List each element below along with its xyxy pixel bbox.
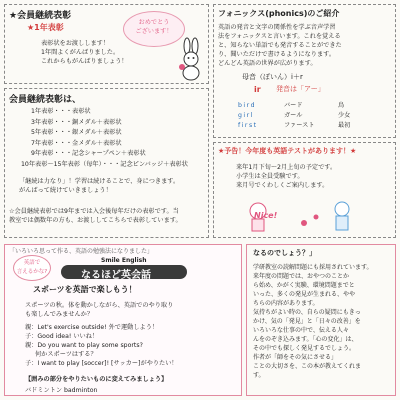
award-subtitle: ★1年表彰	[27, 23, 64, 32]
phonics-word-en: girl	[238, 112, 254, 119]
english-header-small: Smile English	[101, 257, 147, 264]
reading-line: 来年度の問題では、おやつのことか	[253, 273, 350, 280]
reading-line: いった、多くの発見が生まれる、やや	[253, 291, 356, 298]
reading-line: ことの大切さを、この本が教えてくれま	[253, 363, 362, 370]
english-instruction: 【囲みの部分をやりたいものに変えてみましょう】	[25, 376, 168, 383]
award-note-line: 「継続は力なり」！学習は続けることで、身につきます。	[19, 178, 180, 185]
dialog-text: I want to play [soccer]! [サッカー]がやりたい！	[37, 360, 178, 367]
reading-question: なるのでしょう？」	[253, 249, 316, 257]
english-section	[4, 244, 242, 396]
award-note-line: がんばって続けていきましょう！	[19, 187, 112, 194]
phonics-line: り、聞いただけで書けるようになります。	[218, 51, 336, 58]
english-badge-line: 言えるかな?	[16, 269, 48, 275]
phonics-word-row	[238, 111, 388, 121]
award-list-item: 1年表彰・・・表彰状	[31, 108, 91, 115]
reading-line: その中でも探しく発見するでしょう。	[253, 345, 355, 352]
test-notice-lines	[236, 163, 336, 190]
dialog-speaker: 親	[25, 342, 32, 349]
congrats-line-1: おめでとう	[138, 19, 170, 26]
reading-line: す。	[253, 372, 265, 379]
dialog-text: 何かスポーツはする？	[35, 351, 97, 358]
reading-line: 作者が「師をその気にさせる」	[253, 354, 338, 361]
english-top-banner: 「いろいろ思って作る、英語の勉強法になりました」	[9, 248, 154, 255]
phonics-word-ja: バード	[284, 102, 303, 109]
english-last-line: バドミントン badminton	[25, 387, 98, 394]
reading-paragraph	[253, 263, 373, 380]
phonics-word-meaning: 少女	[338, 112, 351, 119]
congrats-line-2: ございます！	[135, 28, 173, 35]
phonics-paragraph	[218, 23, 342, 68]
english-badge	[13, 255, 51, 281]
award-footer	[9, 207, 182, 225]
award-list-item: 10年表彰〜15年表彰（毎年）・・・記念ピンバッジ＋表彰状	[21, 160, 188, 168]
english-intro-line: も楽しんでみませんか？	[25, 311, 94, 318]
phonics-title: フォニックス(phonics)のご紹介	[218, 9, 340, 18]
dialog-text: Let's exercise outside! 外で運動しよう！	[37, 324, 159, 331]
dialog-line	[25, 350, 178, 359]
dialog-text: Good idea! いいね！	[37, 333, 99, 340]
dialog-line: 親：Do you want to play some sports?	[25, 342, 143, 349]
test-notice-section	[213, 142, 396, 238]
phonics-line: と、知らない単語でも発音することができた	[218, 42, 342, 49]
reading-line: 学研教室の読解問題にも採用されています。	[253, 264, 373, 271]
reading-line: かけ、気の「発見」と「日々の改善」を	[253, 318, 361, 325]
award-title: ★会員継続表彰	[9, 11, 72, 21]
test-notice-line: 来年1月下旬〜2月上旬の予定です。	[236, 164, 337, 171]
dialog-line: 子：Good idea! いいね！	[25, 333, 99, 340]
award-line: 表彰状をお渡しします！	[41, 40, 110, 47]
award-section	[4, 4, 209, 84]
test-notice-line: 来月号でくわしくご案内します。	[236, 182, 329, 189]
award-lines	[41, 39, 128, 66]
phonics-example-title: 母音（ぼいん）i＋r	[242, 73, 303, 81]
dialog-line: 親：Let's exercise outside! 外で運動しよう！	[25, 324, 159, 331]
award-list-title: 会員継続表彰は、	[9, 95, 82, 105]
phonics-word-row	[238, 101, 388, 111]
phonics-word-row	[238, 121, 388, 131]
reading-line: ら始め、かがく実験、環境問題までと	[253, 282, 355, 289]
award-list-section	[4, 88, 209, 238]
phonics-word-meaning: 鳥	[338, 102, 345, 109]
reading-line: んをのぞき込みます。「心の変化」は、	[253, 336, 358, 343]
award-line: 1年間よくがんばりました。	[41, 49, 120, 56]
english-intro-line: スポーツの秋。体を動かしながら、英語でのやり取り	[25, 302, 174, 309]
dialog-text: Do you want to play some sports?	[37, 342, 143, 349]
phonics-rule-right: 発音は「アー」	[276, 85, 325, 93]
award-line: これからもがんばりましょう！	[41, 58, 128, 65]
phonics-rule-left: ir	[254, 85, 261, 94]
phonics-line: 法をフォニックスと言います。これを覚える	[218, 33, 341, 40]
phonics-word-en: first	[238, 122, 258, 129]
phonics-word-meaning: 最初	[338, 122, 351, 129]
english-intro	[25, 301, 173, 319]
award-note	[19, 177, 179, 195]
phonics-word-ja: ファースト	[284, 122, 315, 129]
english-badge-line: 英語で	[23, 260, 41, 266]
award-footer-line: 教室では偶数年の方も、お渡ししてこちらで表彰しています。	[9, 217, 182, 224]
congrats-badge	[123, 11, 185, 47]
phonics-line: 英語の発音と文字の関係性を学ぶ音声学習	[218, 24, 336, 31]
dialog-speaker: 子	[25, 333, 32, 340]
nice-sticker: Nice!	[254, 211, 278, 220]
english-subtitle: スポーツを英語で楽しもう！	[33, 285, 137, 294]
dialog-speaker: 子	[25, 360, 32, 367]
phonics-word-en: bird	[238, 102, 257, 109]
phonics-line: どんどん英語の世界が広がります。	[218, 60, 317, 67]
reading-line: 気持ちがよい時の、自らの疑問にもきっ	[253, 309, 361, 316]
phonics-word-ja: ガール	[284, 112, 303, 119]
award-list-item: 9年表彰・・・記念シャープペン＋表彰状	[31, 150, 146, 157]
english-dialog	[25, 323, 178, 368]
reading-line: ちらの内容があります。	[253, 300, 319, 307]
award-list-item: 7年表彰・・・金メダル＋表彰状	[31, 139, 122, 147]
dialog-line: 子：I want to play [soccer]! [サッカー]がやりたい！	[25, 360, 178, 367]
test-notice-title: ★予告！今年度も英語テストがあります！★	[218, 147, 357, 155]
rabbit-icon	[177, 37, 207, 81]
dialog-speaker: 親	[25, 324, 32, 331]
phonics-section	[213, 4, 396, 138]
award-list-item: 5年表彰・・・銀メダル＋表彰状	[31, 129, 122, 136]
test-notice-line: 小学生は全員受験です。	[236, 173, 304, 180]
english-header-big: なるほど英会話	[81, 270, 151, 281]
award-footer-line: ☆会員継続表彰では9年までは入会後毎年だけの表彰です。当	[9, 208, 179, 215]
award-list-item: 3年表彰・・・銅メダル＋表彰状	[31, 118, 122, 126]
reading-line: いろいろな仕事の中で、伝える人々	[253, 327, 349, 334]
award-list	[21, 107, 188, 170]
reading-section	[246, 244, 396, 396]
phonics-words	[238, 101, 388, 131]
